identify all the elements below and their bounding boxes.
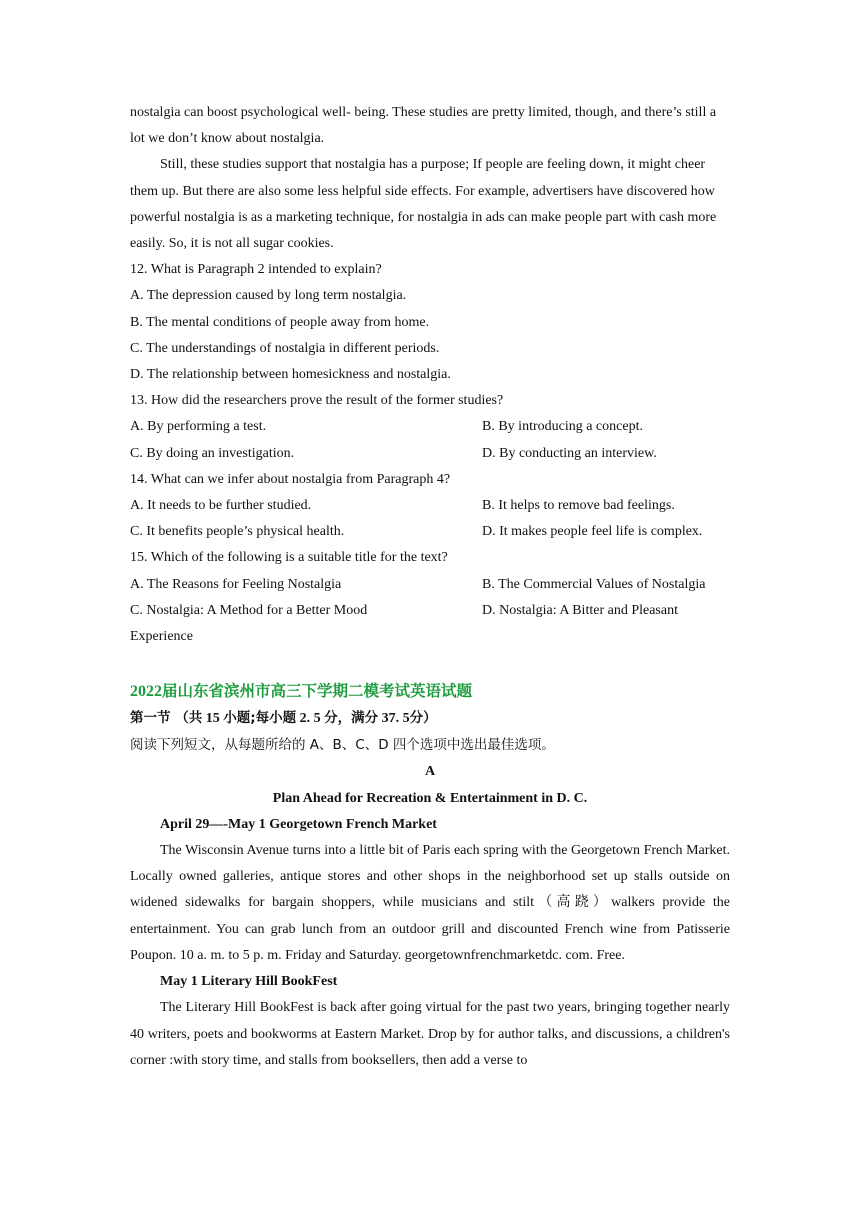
option-d: D. It makes people feel life is complex.	[482, 524, 703, 540]
passage-title: Plan Ahead for Recreation & Entertainment in D. C.	[272, 790, 588, 806]
option-d-continuation: Experience	[130, 629, 193, 645]
section-heading: 第一节 （共 15 小题;每小题 2. 5 分，满分 37. 5分）	[130, 710, 437, 727]
event-description: The Wisconsin Avenue turns into a little bit of Paris each spring with the Georgetown French Market. Locally owned galleries, antique stores and other shops in the neighborhood set up stalls outside on widened sidewalks for bargain shoppers, while musicians and stilt（高跷）walkers provide the entertainment. You can grab lunch from an outdoor grill and discounted French wine from Patisserie Poupon. 10 a. m. to 5 p. m. Friday and Saturday. georgetownfrenchmarketdc. com. Free.	[130, 843, 730, 963]
exam-title: 2022届山东省滨州市高三下学期二模考试英语试题	[130, 682, 473, 701]
question-12	[130, 257, 730, 388]
option-d: D. Nostalgia: A Bitter and Pleasant	[482, 602, 678, 618]
option-a: A. The depression caused by long term nostalgia.	[130, 288, 407, 304]
paragraph: Still, these studies support that nostalgia has a purpose; If people are feeling down, it might cheer them up. But there are also some less helpful side effects. For example, advertisers have discovered how powerful nostalgia is as a marketing technique, for nostalgia in ads can make people part with cash more easily. So, it is not all sugar cookies.	[130, 157, 717, 252]
option-d: D. The relationship between homesickness and nostalgia.	[130, 367, 451, 383]
option-b: B. By introducing a concept.	[482, 419, 643, 435]
option-c: C. By doing an investigation.	[130, 445, 295, 461]
paragraph: nostalgia can boost psychological well- being. These studies are pretty limited, though, and there’s still a lot we don’t know about nostalgia.	[130, 105, 717, 147]
question-14	[130, 467, 730, 546]
question-stem: 12. What is Paragraph 2 intended to explain?	[130, 262, 382, 278]
option-c: C. Nostalgia: A Method for a Better Mood	[130, 602, 368, 618]
option-a: A. The Reasons for Feeling Nostalgia	[130, 576, 342, 592]
question-13	[130, 388, 730, 467]
option-b: B. The mental conditions of people away from home.	[130, 314, 430, 330]
question-15	[130, 545, 730, 650]
event-heading: May 1 Literary Hill BookFest	[160, 974, 338, 990]
option-a: A. It needs to be further studied.	[130, 498, 312, 514]
question-stem: 13. How did the researchers prove the result of the former studies?	[130, 393, 504, 409]
question-stem: 15. Which of the following is a suitable title for the text?	[130, 550, 448, 566]
option-a: A. By performing a test.	[130, 419, 267, 435]
question-stem: 14. What can we infer about nostalgia from Paragraph 4?	[130, 471, 451, 487]
option-c: C. It benefits people’s physical health.	[130, 524, 345, 540]
event-heading: April 29—-May 1 Georgetown French Market	[160, 816, 437, 832]
passage-letter: A	[424, 764, 436, 780]
instruction: 阅读下列短文，从每题所给的 A、B、C、D 四个选项中选出最佳选项。	[130, 737, 555, 754]
option-b: B. The Commercial Values of Nostalgia	[482, 576, 706, 592]
option-b: B. It helps to remove bad feelings.	[482, 498, 675, 514]
event-description: The Literary Hill BookFest is back after going virtual for the past two years, bringing together nearly 40 writers, poets and bookworms at Eastern Market. Drop by for author talks, and discussions, a children's corner :with story time, and stalls from booksellers, then add a verse to	[130, 1000, 730, 1068]
document-page	[130, 100, 730, 1074]
option-d: D. By conducting an interview.	[482, 445, 657, 461]
option-c: C. The understandings of nostalgia in different periods.	[130, 340, 440, 356]
